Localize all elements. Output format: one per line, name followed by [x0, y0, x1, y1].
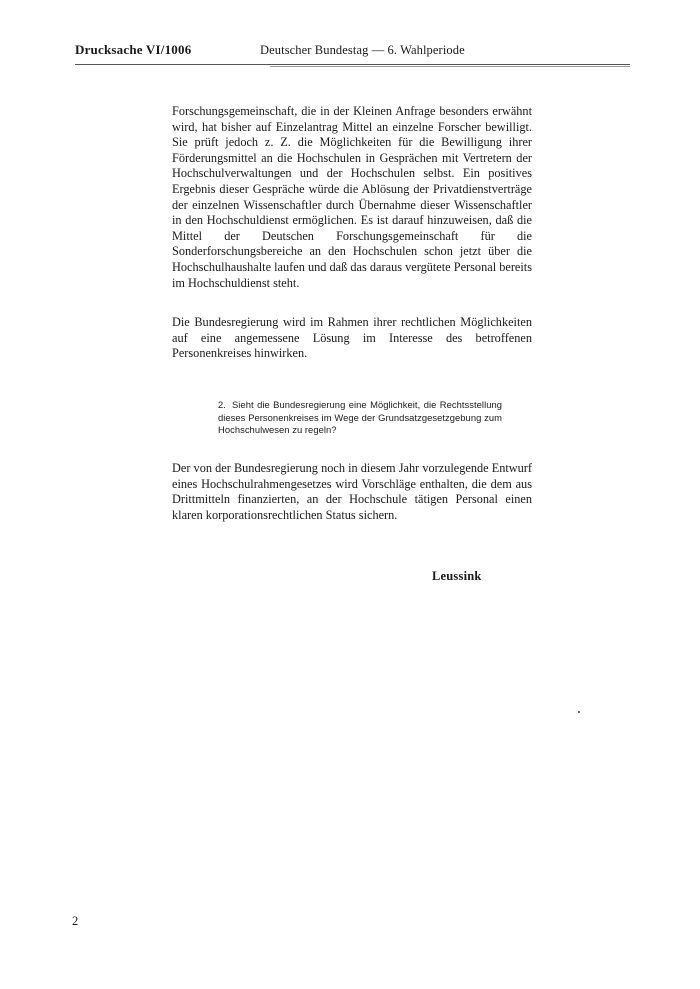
page-header	[75, 42, 630, 68]
question-text: Sieht die Bundesregierung eine Möglichkeit, die Rechtsstellung dieses Personenkreises im Wege der Grundsatzgesetzgebung zum Hochschulwesen zu regeln?	[218, 399, 502, 435]
signature: Leussink	[432, 569, 482, 583]
header-divider-secondary	[270, 66, 630, 67]
question-block	[218, 399, 502, 437]
print-speck	[578, 711, 580, 713]
question-number: 2.	[218, 399, 226, 410]
answer-paragraph-2: Die Bundesregierung wird im Rahmen ihrer rechtlichen Möglichkeiten auf eine angemessene Lösung im Interesse des betroffenen Personenkreises hinwirken.	[172, 315, 532, 361]
document-number: Drucksache VI/1006	[75, 42, 192, 57]
header-divider	[75, 64, 630, 65]
document-source: Deutscher Bundestag — 6. Wahlperiode	[260, 43, 465, 57]
page-number: 2	[72, 914, 79, 928]
answer-paragraph-3: Der von der Bundesregierung noch in diesem Jahr vorzulegende Entwurf eines Hochschulrahmengesetzes wird Vorschläge enthalten, die dem aus Drittmitteln finanzierten, an der Hochschule tätigen Personal einen klaren korporationsrechtlichen Status sichern.	[172, 461, 532, 522]
answer-paragraph-1: Forschungsgemeinschaft, die in der Kleinen Anfrage besonders erwähnt wird, hat bisher auf Einzelantrag Mittel an einzelne Forscher bewilligt. Sie prüft jedoch z. Z. die Möglichkeiten für die Bewilligung ihrer Förderungsmittel an die Hochschulen in Gesprächen mit Vertretern der Hochschulverwaltungen und der Hochschulen selbst. Ein positives Ergebnis dieser Gespräche würde die Ablösung der Privatdienstverträge der einzelnen Wissenschaftler durch Übernahme dieser Wissenschaftler in den Hochschuldienst ermöglichen. Es ist darauf hinzuweisen, daß die Mittel der Deutschen Forschungsgemeinschaft für die Sonderforschungsbereiche an den Hochschulen schon jetzt über die Hochschulhaushalte laufen und daß das daraus vergütete Personal bereits im Hochschuldienst steht.	[172, 104, 532, 290]
